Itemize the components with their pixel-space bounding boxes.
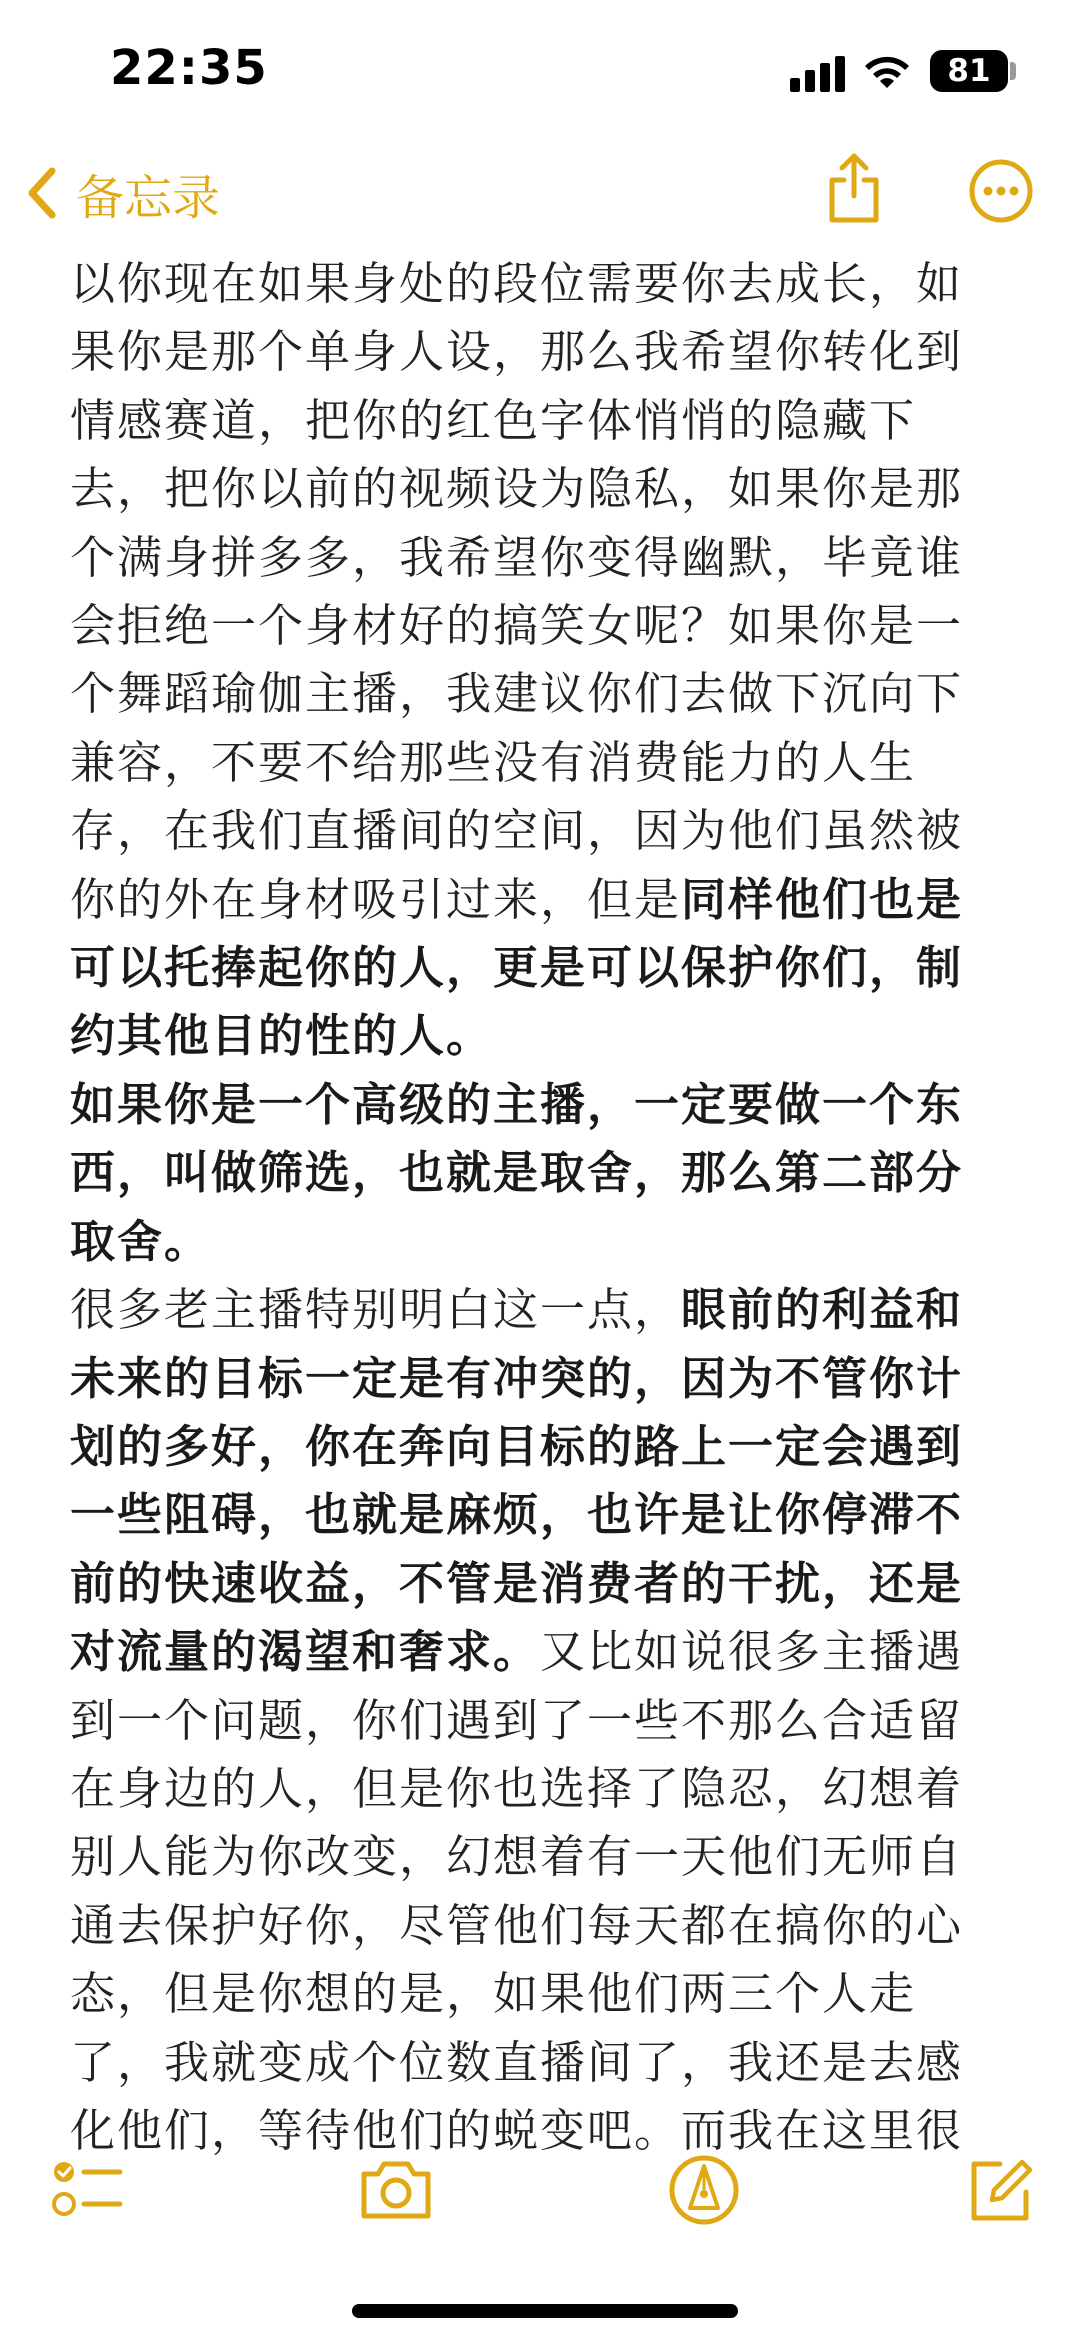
checklist-icon[interactable] — [46, 2150, 126, 2230]
note-paragraph — [70, 250, 1000, 1071]
status-time: 22:35 — [110, 40, 268, 96]
bottom-toolbar — [0, 2140, 1080, 2250]
compose-icon[interactable] — [960, 2150, 1040, 2230]
note-text: 以你现在如果身处的段位需要你去成长，如果你是那个单身人设，那么我希望你转化到情感赛道，把你的红色字体悄悄的隐藏下去，把你以前的视频设为隐私，如果你是那个满身拼多多，我希望你变得幽默，毕竟谁会拒绝一个身材好的搞笑女呢？如果你是一个舞蹈瑜伽主播，我建议你们去做下沉向下兼容，不要不给那些没有消费能力的人生存，在我们直播间的空间，因为他们虽然被你的外在身材吸引过来，但是 — [70, 257, 964, 926]
battery-icon: 81 — [930, 50, 1008, 92]
back-label: 备忘录 — [76, 169, 221, 226]
note-text: 很多老主播特别明白这一点， — [70, 1283, 682, 1337]
cellular-signal-icon — [790, 56, 846, 92]
home-indicator — [352, 2304, 738, 2318]
note-bold-text: 如果你是一个高级的主播，一定要做一个东西，叫做筛选，也就是取舍，那么第二部分取舍。 — [70, 1077, 964, 1268]
battery-cap — [1010, 62, 1016, 80]
pen-tip-icon[interactable] — [664, 2150, 744, 2230]
wifi-icon — [862, 52, 912, 92]
note-paragraph — [70, 1071, 1000, 1276]
status-bar — [0, 0, 1080, 140]
note-body[interactable] — [70, 250, 1000, 2157]
ellipsis-circle-icon[interactable] — [968, 158, 1034, 224]
note-paragraph — [70, 1276, 1000, 2165]
note-bold-text: 同样他们也是可以托捧起你的人，更是可以保护你们，制约其他目的性的人。 — [70, 872, 964, 1063]
share-icon[interactable] — [822, 150, 886, 226]
chevron-left-icon — [22, 163, 62, 223]
camera-icon[interactable] — [356, 2150, 436, 2230]
nav-bar — [0, 150, 1080, 240]
back-button[interactable] — [22, 158, 220, 228]
note-bold-text: 眼前的利益和未来的目标一定是有冲突的，因为不管你计划的多好，你在奔向目标的路上一定会遇到一些阻碍，也就是麻烦，也许是让你停滞不前的快速收益，不管是消费者的干扰，还是对流量的渴望和奢求。 — [70, 1283, 964, 1679]
note-text: 又比如说很多主播遇到一个问题，你们遇到了一些不那么合适留在身边的人，但是你也选择了隐忍，幻想着别人能为你改变，幻想着有一天他们无师自通去保护好你，尽管他们每天都在搞你的心态，但是你想的是，如果他们两三个人走了，我就变成个位数直播间了，我还是去感化他们，等待他们的蜕变吧。而我在这里很 — [70, 1625, 964, 2157]
